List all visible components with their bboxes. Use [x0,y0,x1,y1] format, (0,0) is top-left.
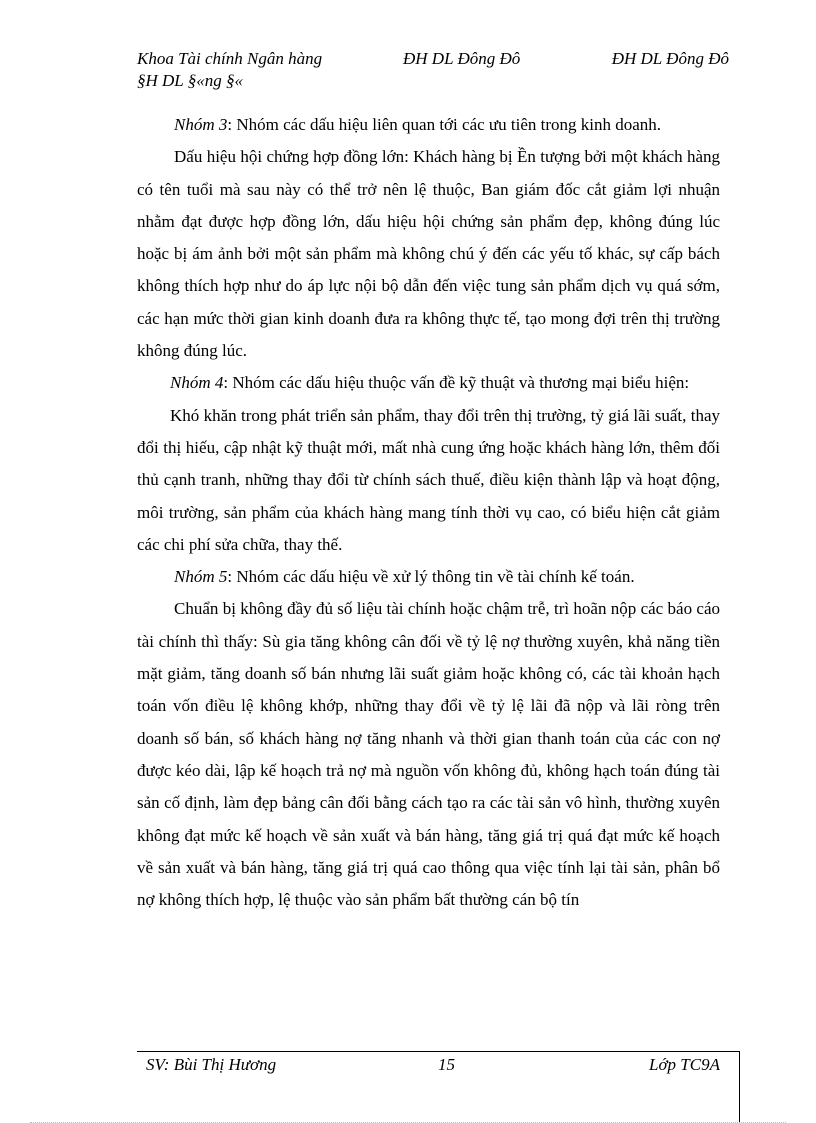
document-body [137,109,720,916]
header-encoded-line: §H DL §«ng §« [137,71,243,90]
paragraph-financial-info: Chuẩn bị không đầy đủ số liệu tài chính hoặc chậm trễ, trì hoãn nộp các báo cáo tài chính thì thấy: Sù gia tăng không cân đối về tỷ lệ nợ thường xuyên, khả năng tiền mặt giảm, tăng doanh số bán nhưng lãi suất giảm hoặc không có, các tài khoản hạch toán vốn điều lệ không khớp, những thay đổi về tỷ lệ lãi đã nộp và lãi ròng trên doanh số bán, số khách hàng nợ tăng nhanh và thời gian thanh toán của các con nợ được kéo dài, lập kế hoạch trả nợ mà nguồn vốn không đủ, không hạch toán đúng tài sản cố định, làm đẹp bảng cân đối bằng cách tạo ra các tài sản vô hình, thường xuyên không đạt mức kế hoạch về sản xuất và bán hàng, tăng giá trị quá đạt mức kế hoạch về sản xuất và bán hàng, tăng giá trị quá cao thông qua việc tính lại tài sản, phân bổ nợ không thích hợp, lệ thuộc vào sản phẩm bất thường cán bộ tín [137,599,720,910]
group-3-label: Nhóm 3 [174,115,228,134]
group-4-text: : Nhóm các dấu hiệu thuộc vấn đề kỹ thuật và thương mại biểu hiện: [223,373,690,393]
paragraph-group-5 [137,561,720,593]
page-header [137,48,729,92]
header-university-right: ĐH DL Đông Đô [611,49,729,68]
group-3-text: : Nhóm các dấu hiệu liên quan tới các ưu tiên trong kinh doanh. [227,115,662,134]
header-university-middle: ĐH DL Đông Đô [403,49,521,68]
group-5-text: : Nhóm các dấu hiệu về xử lý thông tin về tài chính kế toán. [227,567,635,587]
footer-page-number: 15 [438,1055,455,1074]
group-5-label: Nhóm 5 [174,567,228,587]
paragraph-group-3 [137,109,720,141]
footer-class: Lớp TC9A [649,1055,720,1074]
page-footer [137,1054,720,1078]
footer-rule [137,1051,740,1052]
header-faculty: Khoa Tài chính Ngân hàng [137,49,323,68]
footer-vertical-line [739,1052,740,1123]
paragraph-product-difficulties: Khó khăn trong phát triển sản phẩm, thay đổi trên thị trường, tỷ giá lãi suất, thay đổi thị hiếu, cập nhật kỹ thuật mới, mất nhà cung ứng hoặc khách hàng lớn, thêm đối thủ cạnh tranh, những thay đổi từ chính sách thuế, điều kiện thành lập và hoạt động, môi trường, sản phẩm của khách hàng mang tính thời vụ cao, có biểu hiện cắt giảm các chi phí sửa chữa, thay thế. [137,405,720,554]
group-4-label: Nhóm 4 [170,373,224,393]
paragraph-large-contract: Dấu hiệu hội chứng hợp đồng lớn: Khách hàng bị Ền tượng bởi một khách hàng có tên tuổi mà sau này có thể trở nên lệ thuộc, Ban giám đốc cắt giảm lợi nhuận nhằm đạt được hợp đồng lớn, dấu hiệu hội chứng sản phẩm đẹp, không đúng lúc hoặc bị ám ảnh bởi một sản phẩm mà không chú ý đến các yếu tố khác, sự cấp bách không thích hợp như do áp lực nội bộ dẫn đến việc tung sản phẩm dịch vụ quá sớm, các hạn mức thời gian kinh doanh đưa ra không thực tế, tạo mong đợi trên thị trường không đúng lúc. [137,147,720,361]
header-row [137,48,729,70]
footer-student: SV: Bùi Thị Hương [146,1055,277,1074]
paragraph-group-4 [137,367,720,399]
